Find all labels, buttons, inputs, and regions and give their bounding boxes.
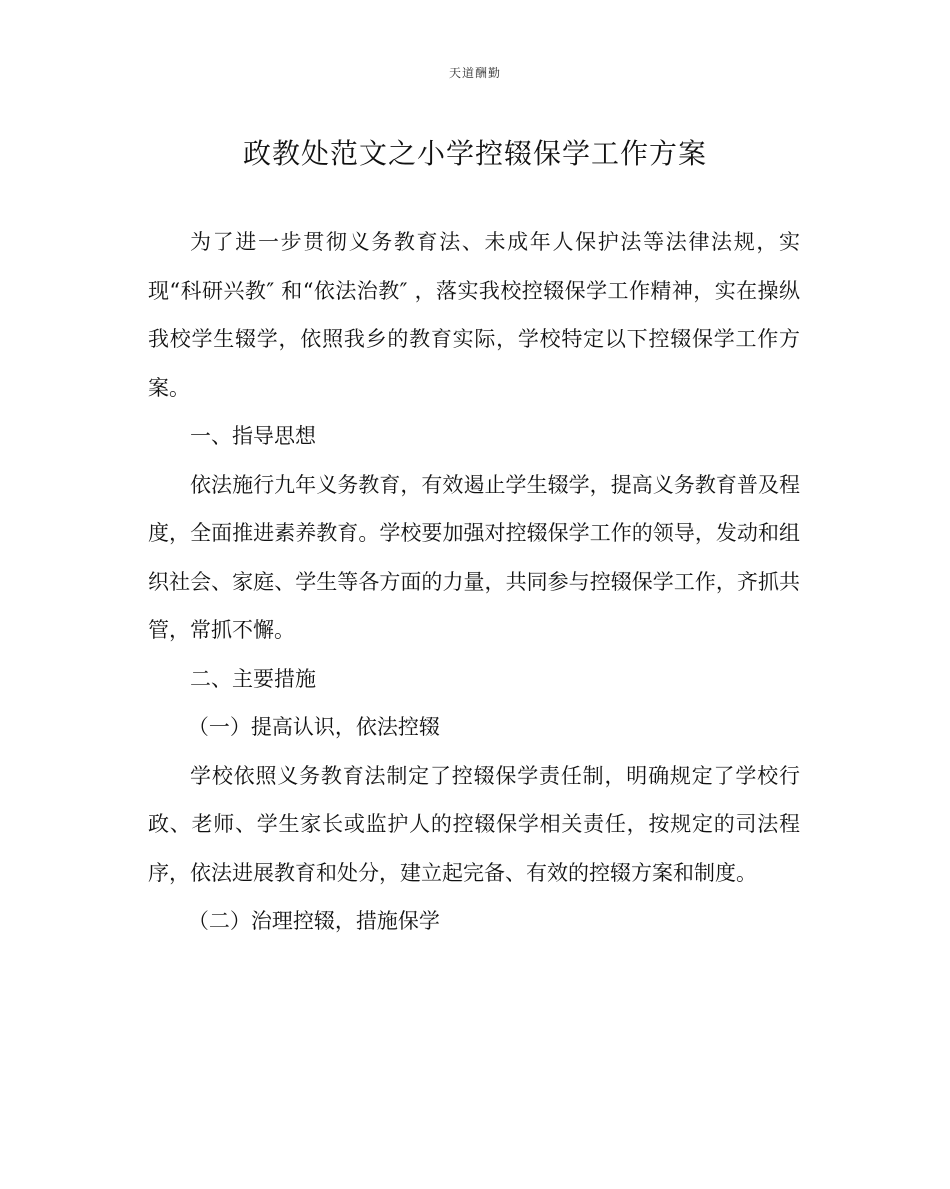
intro-paragraph: 为了进一步贯彻义务教育法、未成年人保护法等法律法规，实现“科研兴教″ 和“依法治教″ ，落实我校控辍保学工作精神，实在操纵我校学生辍学，依照我乡的教育实际，学校特定以下控辍保学工作方案。 — [148, 230, 800, 400]
guiding-thought-paragraph: 依法施行九年义务教育，有效遏止学生辍学，提高义务教育普及程度，全面推进素养教育。学校要加强对控辍保学工作的领导，发动和组织社会、家庭、学生等各方面的力量，共同参与控辍保学工作，齐抓共管，常抓不懈。 — [148, 472, 800, 642]
section-heading-guiding-thought: 一、指导思想 — [190, 424, 316, 448]
subsection-heading-1: （一）提高认识，依法控辍 — [187, 715, 440, 739]
document-title: 政教处范文之小学控辍保学工作方案 — [242, 137, 707, 170]
section-heading-main-measures: 二、主要措施 — [190, 666, 316, 691]
measure-1-paragraph: 学校依照义务教育法制定了控辍保学责任制，明确规定了学校行政、老师、学生家长或监护人的控辍保学相关责任，按规定的司法程序，依法进展教育和处分，建立起完备、有效的控辍方案和制度。 — [148, 763, 800, 885]
subsection-heading-2: （二）治理控辍，措施保学 — [187, 909, 440, 933]
page-header: 天道酬勤 — [448, 66, 501, 80]
document-body — [148, 218, 800, 946]
